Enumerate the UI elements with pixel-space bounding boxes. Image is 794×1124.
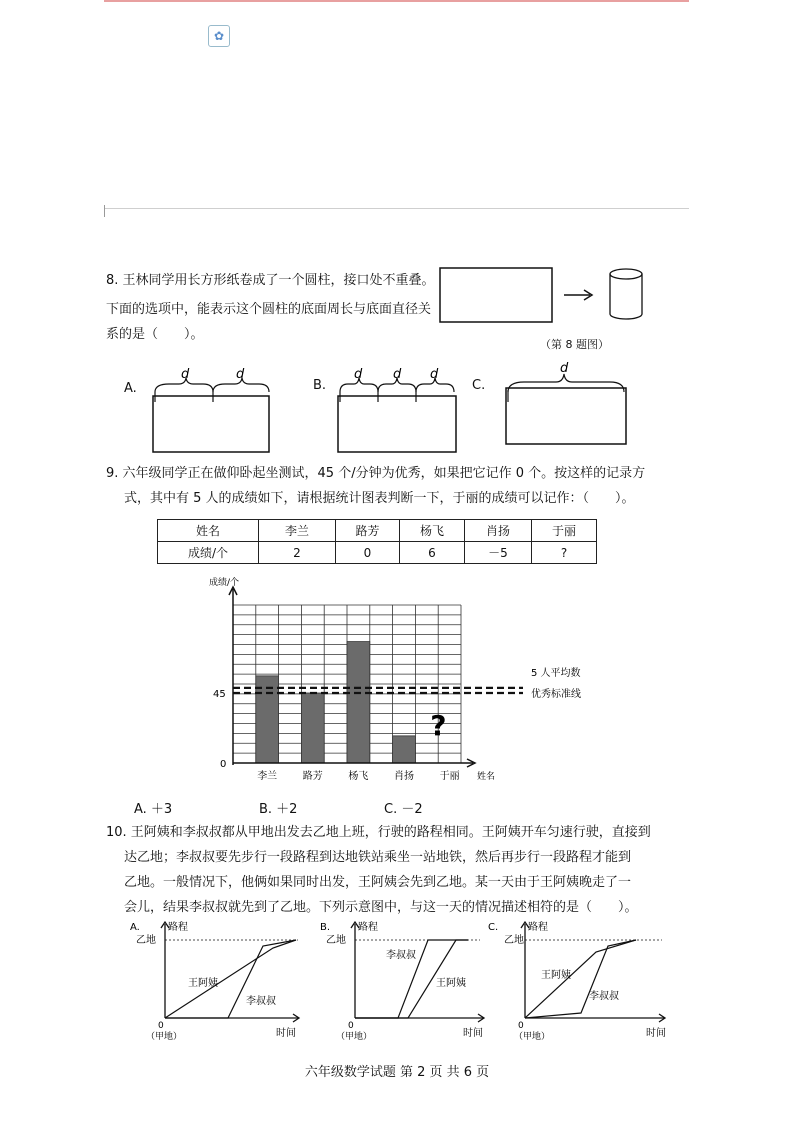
graph-b-wang-label: 王阿姨 (436, 978, 466, 989)
graph-a-label: A. (130, 922, 140, 933)
option-a-mark-2: d (236, 367, 245, 382)
graph-a-origin: 0 (158, 1021, 164, 1031)
q8-option-a-label: A. (124, 381, 137, 396)
graph-b-origin: 0 (348, 1021, 354, 1031)
graph-c-origin-sub: （甲地） (514, 1032, 551, 1042)
graph-a-top-label: 乙地 (136, 935, 156, 946)
bar-3 (347, 642, 370, 763)
q8-figure-caption: （第 8 题图） (540, 338, 609, 351)
graph-c-x-axis-label: 时间 (646, 1028, 666, 1039)
q9-option-b: B. ＋2 (259, 802, 298, 817)
table-header-cell: 肖扬 (465, 520, 532, 542)
logo-icon: ✿ (208, 25, 230, 47)
q10-line4: 会儿，结果李叔叔就先到了乙地。下列示意图中，与这一天的情况描述相符的是（ ）。 (124, 900, 638, 915)
table-header-cell: 李兰 (259, 520, 336, 542)
score-bar-chart (205, 575, 581, 785)
reference-line-label: 优秀标准线 (531, 689, 581, 700)
graph-a-x-axis-label: 时间 (276, 1028, 296, 1039)
q8-option-b-figure (334, 362, 464, 457)
graph-a-origin-sub: （甲地） (146, 1032, 183, 1042)
q10-graph-b (318, 918, 498, 1043)
table-row (158, 520, 597, 542)
option-b-mark-1: d (354, 367, 363, 382)
chart-bars (256, 642, 416, 763)
table-header-cell: 路芳 (336, 520, 400, 542)
table-row (158, 542, 597, 564)
bar-2 (301, 693, 324, 763)
brace-icon (378, 378, 416, 392)
category-label: 路芳 (302, 771, 323, 782)
category-label: 于丽 (439, 771, 460, 782)
x-axis-title: 姓名 (477, 772, 496, 782)
q8-line1: 8. 王林同学用长方形纸卷成了一个圆柱，接口处不重叠。 (106, 273, 435, 288)
bar-4 (393, 736, 416, 763)
q10-graph-c (486, 918, 676, 1043)
brace-icon (340, 378, 378, 392)
graph-b-y-axis-label: 路程 (358, 922, 378, 933)
q9-option-c: C. －2 (384, 802, 423, 817)
graph-b-label: B. (320, 922, 331, 933)
option-a-rectangle (153, 396, 269, 452)
q10-line2: 达乙地；李叔叔要先步行一段路程到达地铁站乘坐一站地铁，然后再步行一段路程才能到 (124, 850, 632, 865)
option-c-rectangle (506, 388, 626, 444)
q10-line1: 10. 王阿姨和李叔叔都从甲地出发去乙地上班，行驶的路程相同。王阿姨开车匀速行驶，直接到 (106, 825, 651, 840)
graph-a-li-label: 李叔叔 (246, 996, 276, 1007)
q9-line1: 9. 六年级同学正在做仰卧起坐测试，45 个/分钟为优秀，如果把它记作 0 个。按这样的记录方 (106, 466, 646, 481)
table-header-cell: 姓名 (158, 520, 259, 542)
table-cell: 2 (259, 542, 336, 564)
graph-b-li-label: 李叔叔 (386, 950, 416, 961)
q8-line3: 系的是（ ）。 (106, 327, 204, 342)
table-cell: －5 (465, 542, 532, 564)
category-label: 李兰 (257, 771, 278, 782)
category-label: 肖扬 (394, 771, 414, 782)
y-tick-label: 45 (213, 689, 226, 700)
q8-option-c-label: C. (472, 378, 486, 393)
brace-icon (508, 374, 624, 392)
option-b-mark-2: d (393, 367, 402, 382)
graph-c-label: C. (488, 922, 499, 933)
brace-icon (416, 378, 454, 392)
graph-c-y-axis-label: 路程 (528, 922, 548, 933)
option-a-mark-1: d (181, 367, 190, 382)
q9-option-a: A. ＋3 (134, 802, 173, 817)
table-header-cell: 于丽 (532, 520, 597, 542)
option-b-mark-3: d (430, 367, 439, 382)
brace-icon (213, 378, 269, 392)
category-label: 杨飞 (348, 771, 369, 782)
page-footer: 六年级数学试题 第 2 页 共 6 页 (304, 1065, 490, 1080)
q8-line2: 下面的选项中，能表示这个圆柱的底面周长与底面直径关 (106, 302, 432, 317)
graph-c-wang-label: 王阿姨 (541, 970, 571, 981)
q8-option-b-label: B. (313, 378, 327, 393)
wang-line (165, 940, 296, 1018)
cylinder-top (610, 269, 642, 279)
q10-line3: 乙地。一般情况下，他俩如果同时出发，王阿姨会先到乙地。某一天由于王阿姨晚走了一 (124, 875, 632, 890)
header-divider (104, 208, 689, 209)
y-tick-label: 0 (220, 759, 227, 770)
graph-c-li-label: 李叔叔 (589, 991, 619, 1002)
table-cell: 成绩/个 (158, 542, 259, 564)
q10-graph-a (128, 918, 313, 1043)
unknown-value-marker: ? (430, 709, 447, 742)
option-b-rectangle (338, 396, 456, 452)
q9-line2: 式，其中有 5 人的成绩如下，请根据统计图表判断一下，于丽的成绩可以记作：（ ）。 (124, 491, 635, 506)
option-c-mark-1: d (560, 361, 569, 376)
y-axis-title: 成绩/个 (209, 578, 240, 588)
li-line (165, 940, 296, 1018)
cylinder-bottom (610, 314, 642, 319)
paper-rectangle (440, 268, 552, 322)
graph-c-origin: 0 (518, 1021, 524, 1031)
graph-b-origin-sub: （甲地） (336, 1032, 373, 1042)
graph-b-top-label: 乙地 (326, 935, 346, 946)
reference-line-label: 5 人平均数 (531, 667, 581, 679)
graph-a-wang-label: 王阿姨 (188, 978, 218, 989)
table-cell: ? (532, 542, 597, 564)
q8-option-c-figure (500, 356, 635, 451)
header-blank-area (104, 2, 689, 208)
table-header-cell: 杨飞 (400, 520, 465, 542)
score-table (157, 519, 597, 564)
divider-tick (104, 205, 105, 217)
table-cell: 0 (336, 542, 400, 564)
graph-b-x-axis-label: 时间 (463, 1028, 483, 1039)
q8-option-a-figure (145, 362, 275, 457)
graph-c-top-label: 乙地 (504, 935, 524, 946)
graph-a-y-axis-label: 路程 (168, 922, 188, 933)
table-cell: 6 (400, 542, 465, 564)
